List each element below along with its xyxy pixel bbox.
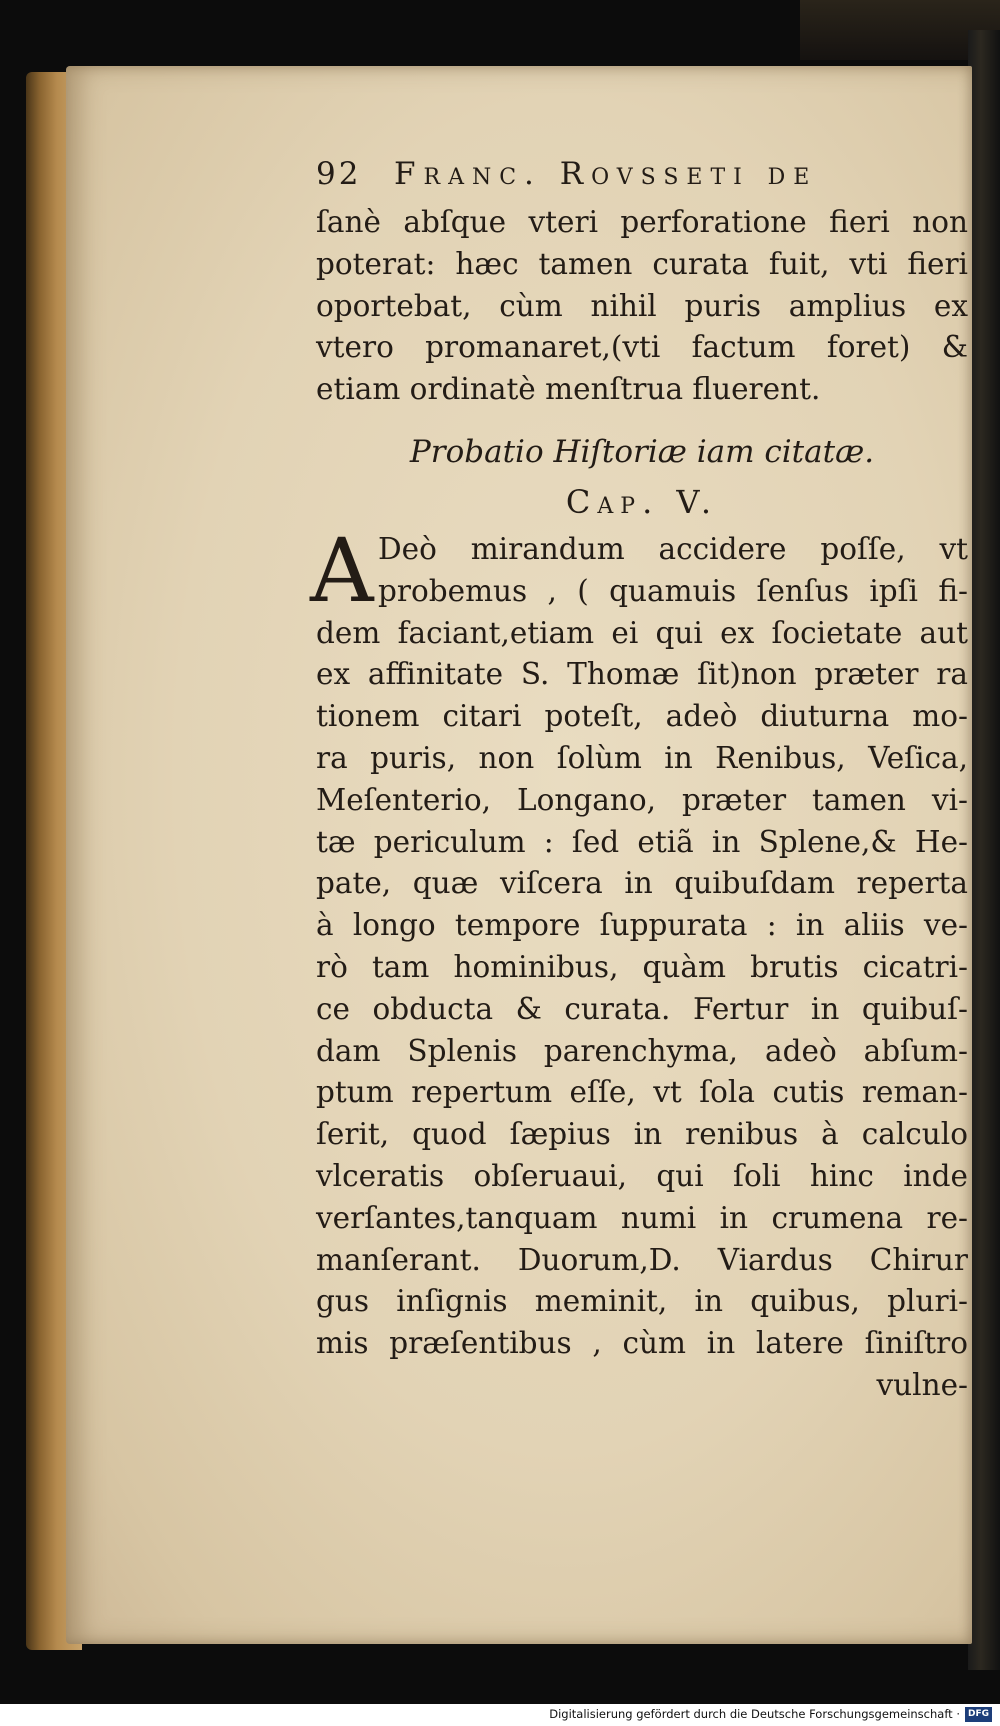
text-line: oportebat, cùm nihil puris amplius ex bbox=[316, 288, 968, 323]
text-line: poterat: hæc tamen curata fuit, vti fieri bbox=[316, 246, 968, 281]
funding-credit: Digitalisierung gefördert durch die Deutsche Forschungsgemeinschaft · bbox=[549, 1707, 960, 1721]
text-line: vlceratis obſeruaui, qui ſoli hinc inde bbox=[316, 1158, 968, 1193]
text-line: à longo tempore ſuppurata : in aliis ve- bbox=[316, 908, 968, 943]
text-line: dam Splenis parenchyma, adeò abſum- bbox=[316, 1033, 968, 1068]
text-line: manſerant. Duorum,D. Viardus Chirur bbox=[316, 1242, 968, 1277]
text-line: ce obducta & curata. Fertur in quibuſ- bbox=[316, 991, 968, 1026]
chapter-body bbox=[310, 518, 968, 1365]
text-line: ra puris, non ſolùm in Renibus, Veſica, bbox=[316, 740, 968, 775]
drop-cap-initial: A bbox=[310, 518, 374, 622]
binding-right-edge bbox=[968, 30, 1000, 1670]
running-header bbox=[316, 150, 968, 202]
dfg-logo: DFG bbox=[965, 1707, 992, 1722]
text-line: pate, quæ viſcera in quibuſdam reperta bbox=[316, 866, 968, 901]
text-line: probemus , ( quamuis ſenſus ipſi fi- bbox=[378, 573, 968, 608]
paragraph-continuation bbox=[316, 202, 968, 411]
text-line: ex affinitate S. Thomæ ſit)non præter ra bbox=[316, 657, 968, 692]
text-line: etiam ordinatè menſtrua fluerent. bbox=[316, 372, 821, 407]
page-number: 92 bbox=[316, 156, 362, 192]
text-line: dem faciant,etiam ei qui ex ſocietate aut bbox=[316, 615, 968, 650]
text-line: ſerit, quod ſæpius in renibus à calculo bbox=[316, 1117, 968, 1152]
text-line: tæ periculum : ſed etiã in Splene,& He- bbox=[316, 824, 968, 859]
text-line: Meſenterio, Longano, præter tamen vi- bbox=[316, 782, 968, 817]
running-title: Franc. Rovsseti de bbox=[394, 156, 818, 192]
text-line: Deò mirandum accidere poſſe, vt bbox=[378, 531, 968, 566]
catchword: vulne- bbox=[876, 1367, 968, 1402]
text-line: mis præſentibus , cùm in latere ſiniſtro bbox=[316, 1326, 968, 1361]
page-text-block bbox=[310, 150, 968, 1407]
chapter-heading: Cap. V. bbox=[565, 482, 719, 521]
text-line: vtero promanaret,(vti factum foret) & bbox=[316, 330, 968, 365]
text-line: tionem citari poteſt, adeò diuturna mo- bbox=[316, 699, 968, 734]
text-line: ſanè abſque vteri perforatione fieri non bbox=[316, 205, 968, 239]
text-line: verſantes,tanquam numi in crumena re- bbox=[316, 1200, 968, 1235]
text-line: rò tam hominibus, quàm brutis cicatri- bbox=[316, 949, 968, 984]
text-line: gus inſignis meminit, in quibus, pluri- bbox=[316, 1284, 968, 1319]
section-heading: Probatio Hiſtoriæ iam citatæ. bbox=[409, 433, 875, 470]
text-line: ptum repertum eſſe, vt ſola cutis reman- bbox=[316, 1075, 968, 1110]
digitization-footer bbox=[0, 1704, 1000, 1726]
